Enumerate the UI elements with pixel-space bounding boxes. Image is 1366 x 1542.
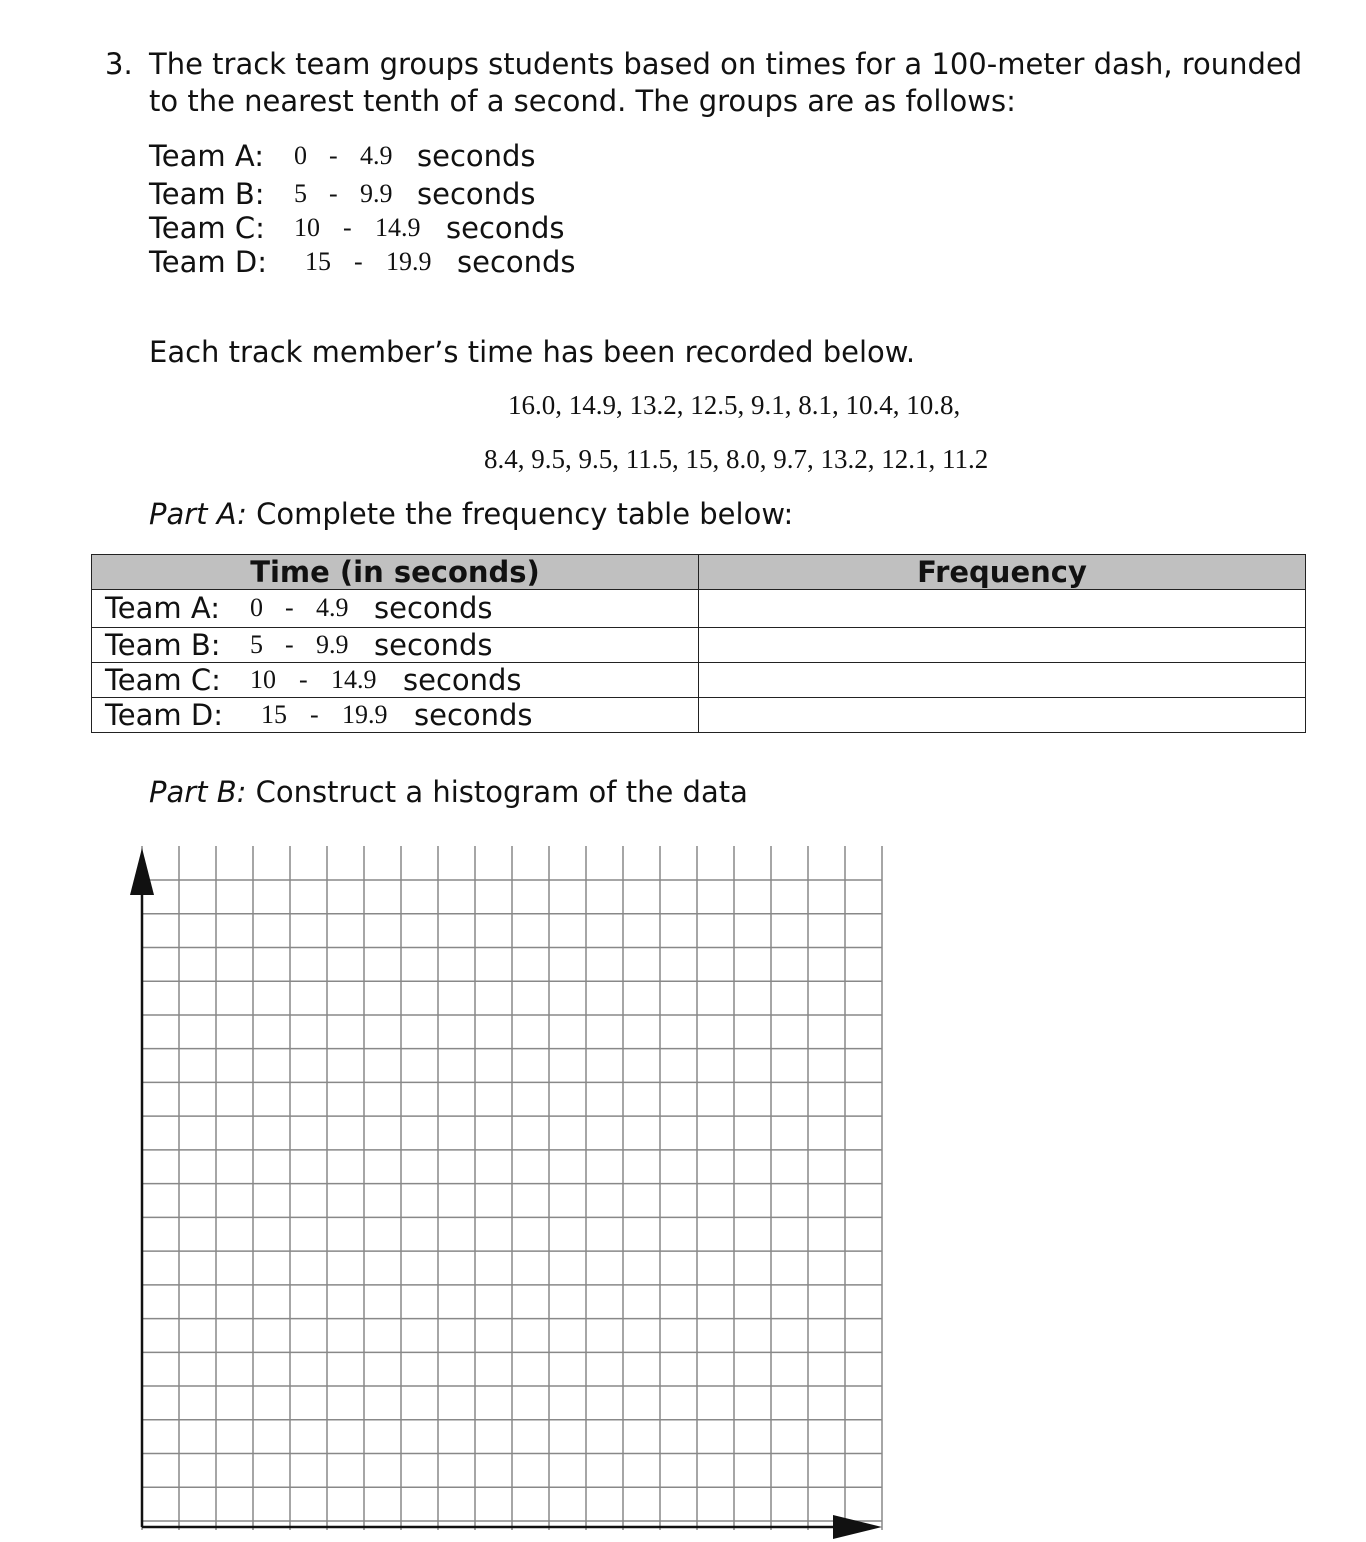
range-dash: - [329,179,338,208]
frequency-input[interactable] [699,628,1306,663]
range-low: 10 [250,665,276,694]
table-header-row [92,555,1306,590]
range-dash: - [329,141,338,170]
team-label: Team C: [105,663,221,697]
range-unit: seconds [374,628,493,662]
range-unit: seconds [417,177,536,211]
range-high: 9.9 [360,179,393,208]
x-axis-arrow-icon [833,1515,882,1539]
range-unit: seconds [374,590,493,625]
range-low: 0 [250,592,263,622]
range-dash: - [343,213,352,242]
range-dash: - [285,592,294,622]
time-cell [92,590,699,628]
range-unit: seconds [414,698,533,732]
range-high: 14.9 [375,213,421,242]
range-high: 19.9 [386,247,432,276]
part-b-instruction [149,775,748,809]
range-low: 15 [261,700,287,729]
part-a-instruction [149,497,793,531]
range-low: 5 [294,179,307,208]
table-row [92,628,1306,663]
frequency-table [91,554,1306,733]
time-cell [92,698,699,733]
range-dash: - [299,665,308,694]
header-time: Time (in seconds) [92,555,699,590]
part-b-label: Part B: [149,775,247,809]
range-low: 0 [294,141,307,170]
range-unit: seconds [457,245,576,279]
times-line-1: 16.0, 14.9, 13.2, 12.5, 9.1, 8.1, 10.4, 10.8, [508,390,961,420]
team-label: Team D: [105,698,223,732]
grid-lines [142,846,882,1530]
histogram-grid[interactable] [120,840,900,1540]
times-line-2: 8.4, 9.5, 9.5, 11.5, 15, 8.0, 9.7, 13.2, 12.1, 11.2 [484,444,989,474]
y-axis-arrow-icon [130,848,154,895]
range-high: 9.9 [316,630,349,659]
range-unit: seconds [417,139,536,173]
range-low: 5 [250,630,263,659]
range-high: 4.9 [316,592,349,622]
table-row [92,663,1306,698]
range-low: 15 [305,247,331,276]
table-row [92,590,1306,628]
range-high: 14.9 [331,665,377,694]
table-row [92,698,1306,733]
question-number: 3. [105,47,133,81]
recorded-intro: Each track member’s time has been recorded below. [149,335,916,369]
header-frequency: Frequency [699,555,1306,590]
question-line-1: The track team groups students based on times for a 100-meter dash, rounded [149,47,1303,81]
range-high: 4.9 [360,141,393,170]
range-high: 19.9 [342,700,388,729]
range-dash: - [285,630,294,659]
team-label: Team C: [149,211,265,245]
team-label: Team B: [105,628,221,662]
team-label: Team B: [149,177,265,211]
range-low: 10 [294,213,320,242]
part-a-label: Part A: [149,497,247,531]
part-b-text: Construct a histogram of the data [246,775,748,809]
time-cell [92,628,699,663]
frequency-input[interactable] [699,590,1306,628]
time-cell [92,663,699,698]
frequency-input[interactable] [699,698,1306,733]
frequency-input[interactable] [699,663,1306,698]
team-label: Team A: [105,590,220,625]
question-line-2: to the nearest tenth of a second. The groups are as follows: [149,84,1016,118]
range-dash: - [310,700,319,729]
team-label: Team A: [149,139,264,173]
range-unit: seconds [446,211,565,245]
part-a-text: Complete the frequency table below: [246,497,794,531]
range-dash: - [354,247,363,276]
team-label: Team D: [149,245,267,279]
range-unit: seconds [403,663,522,697]
